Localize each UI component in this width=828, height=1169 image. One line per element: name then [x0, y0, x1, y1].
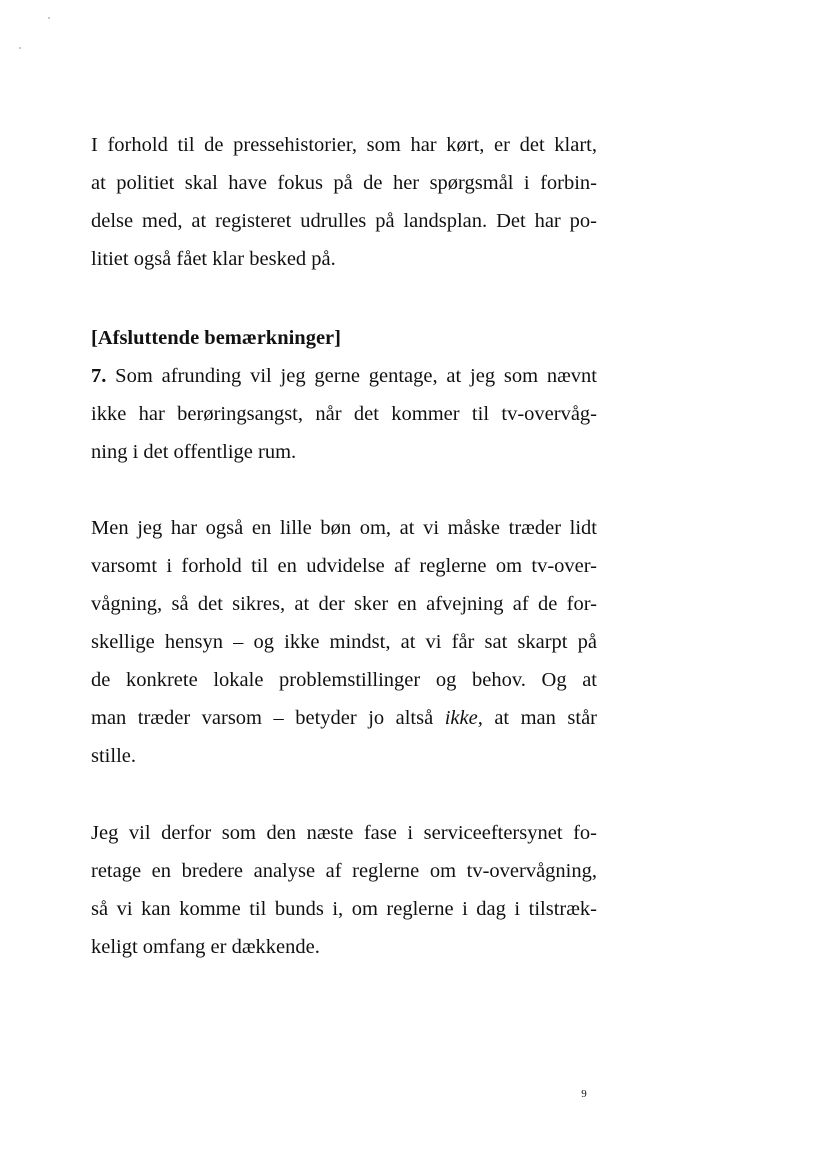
paragraph-line: Jeg vil derfor som den næste fase i serviceeftersynet fo- — [91, 822, 597, 844]
paragraph-line-text: man træder varsom – betyder jo altså — [91, 707, 445, 729]
paragraph-line: keligt omfang er dækkende. — [91, 936, 320, 958]
paragraph-line: så vi kan komme til bunds i, om reglerne i dag i tilstræk- — [91, 898, 597, 920]
paragraph-line: ning i det offentlige rum. — [91, 441, 297, 463]
paragraph-line-text: Som afrunding vil jeg gerne gentage, at jeg som nævnt — [106, 365, 597, 387]
paragraph-line: litiet også fået klar besked på. — [91, 248, 336, 270]
paragraph-line: delse med, at registeret udrulles på landsplan. Det har po- — [91, 210, 597, 232]
paragraph-line: ikke har berøringsangst, når det kommer til tv-overvåg- — [91, 403, 597, 425]
paragraph-line: at politiet skal have fokus på de her spørgsmål i forbin- — [91, 172, 597, 194]
paragraph-line-text: at man står — [482, 707, 597, 729]
section-closing-remarks — [91, 319, 597, 471]
section-heading: [Afsluttende bemærkninger] — [91, 327, 341, 349]
paragraph-line: retage en bredere analyse af reglerne om tv-overvågning, — [91, 860, 597, 882]
paragraph-line: stille. — [91, 745, 136, 767]
scan-speck — [19, 47, 21, 49]
paragraph-line: de konkrete lokale problemstillinger og behov. Og at — [91, 669, 597, 691]
paragraph-line: Men jeg har også en lille bøn om, at vi måske træder lidt — [91, 517, 597, 539]
paragraph-2 — [91, 509, 597, 775]
scan-speck — [48, 17, 50, 19]
paragraph-line: skellige hensyn – og ikke mindst, at vi får sat skarpt på — [91, 631, 597, 653]
paragraph-line: varsomt i forhold til en udvidelse af reglerne om tv-over- — [91, 555, 597, 577]
paragraph-3 — [91, 814, 597, 966]
page-number: 9 — [581, 1088, 587, 1100]
emphasis-text: ikke, — [444, 707, 483, 729]
paragraph-line: I forhold til de pressehistorier, som har kørt, er det klart, — [91, 134, 597, 156]
paragraph-line — [91, 699, 597, 737]
paragraph-line: vågning, så det sikres, at der sker en afvejning af de for- — [91, 593, 597, 615]
paragraph-line — [91, 357, 597, 395]
paragraph-1 — [91, 126, 597, 278]
point-number: 7. — [91, 365, 107, 387]
